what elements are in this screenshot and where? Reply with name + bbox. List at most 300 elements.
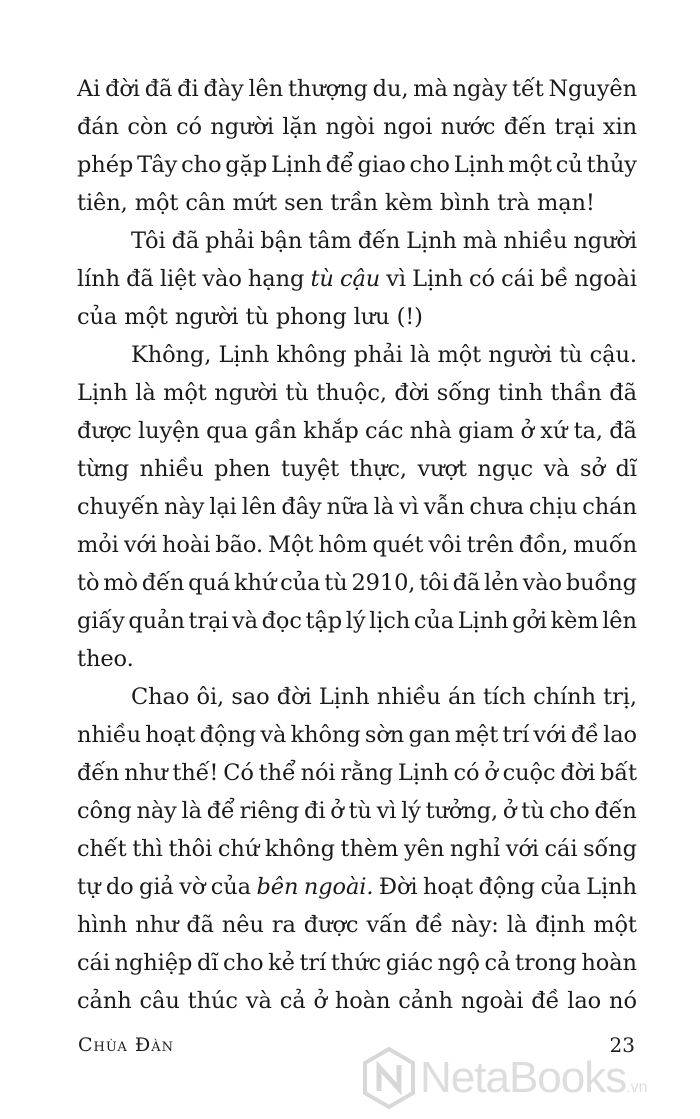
word: có (453, 760, 480, 786)
word: tù (348, 798, 372, 824)
word: do (105, 874, 134, 900)
word: chán (582, 494, 637, 520)
book-page-body (77, 70, 637, 1020)
text-line (77, 602, 637, 640)
word: người (174, 304, 239, 330)
word: tuyệt (281, 456, 340, 482)
word: thủy (586, 152, 637, 178)
word: vờ (179, 874, 206, 900)
word: ở (502, 798, 517, 824)
word: giam (458, 418, 515, 444)
word: này: (450, 912, 499, 938)
word: mò (103, 570, 138, 596)
word: bão. (215, 532, 264, 558)
word: đã (609, 418, 637, 444)
text-line (77, 678, 637, 716)
word: người (214, 380, 278, 406)
word: đồn, (518, 532, 569, 558)
word: còn (127, 114, 168, 140)
word: cái (77, 950, 110, 976)
word: trần (330, 190, 378, 216)
word: nói (300, 760, 336, 786)
word: bên (256, 874, 299, 900)
word: vì (386, 266, 407, 292)
word: củ (555, 152, 583, 178)
word: các (365, 418, 404, 444)
word: lý (345, 608, 366, 634)
word: Không, (131, 342, 212, 368)
word: thể (258, 760, 296, 786)
word: để (325, 152, 354, 178)
word: giả (139, 874, 174, 900)
word: kèm (384, 190, 433, 216)
watermark-brand: NetaBooks (420, 1052, 627, 1102)
word: người (210, 114, 274, 140)
word: bề (540, 266, 569, 292)
word: ta, (573, 418, 603, 444)
word: Lịnh (457, 608, 509, 634)
word: chịu (528, 494, 578, 520)
word: cả (279, 988, 306, 1014)
word: cân (185, 190, 226, 216)
word: của (540, 874, 581, 900)
word: nhiều (376, 684, 441, 710)
word: động (199, 722, 257, 748)
text-line (77, 792, 637, 830)
text-line (77, 184, 637, 222)
word: Tôi (131, 228, 166, 254)
word: đã (186, 912, 214, 938)
word: buồng (565, 570, 637, 596)
word: Tây (137, 152, 178, 178)
word: vấn (366, 912, 408, 938)
word: gần (254, 418, 297, 444)
text-line (77, 640, 637, 678)
word: thế! (172, 760, 219, 786)
word: hoàn (581, 950, 637, 976)
word: ngục (477, 456, 534, 482)
word: là (373, 494, 395, 520)
text-line (77, 450, 637, 488)
word: tù (521, 798, 545, 824)
watermark (362, 1040, 697, 1115)
word: phen (214, 456, 271, 482)
word: Lịnh (586, 874, 637, 900)
word: Lịnh (271, 152, 322, 178)
text-line (77, 260, 637, 298)
word: Lịnh (397, 760, 449, 786)
word: khứ (233, 570, 277, 596)
word: bất (600, 760, 637, 786)
word: hôm (318, 532, 368, 558)
word: đến (77, 760, 120, 786)
word: chính (533, 684, 596, 710)
word: mỏi (77, 532, 119, 558)
word: quá (188, 570, 231, 596)
word: đề (531, 988, 560, 1014)
word: người (488, 342, 552, 368)
word: đến (594, 798, 637, 824)
word: hạng (247, 266, 305, 292)
word: lưu (353, 304, 390, 330)
word: một (593, 912, 637, 938)
word: lên (248, 76, 284, 102)
word: và (260, 722, 287, 748)
word: phải (205, 228, 255, 254)
word: chưa (469, 494, 524, 520)
word: đày (203, 76, 244, 102)
word: nghỉ (449, 836, 501, 862)
word: ở (484, 760, 498, 786)
word: Đời (378, 874, 418, 900)
word: chết (77, 836, 127, 862)
word: kẻ (268, 950, 295, 976)
word: dĩ (196, 950, 219, 976)
word: một (134, 190, 179, 216)
word: tưởng, (425, 798, 499, 824)
word: trại (188, 608, 229, 634)
word: theo. (77, 646, 134, 672)
word: Lịnh (218, 342, 270, 368)
word: lịch (369, 608, 411, 634)
word: ở (520, 418, 534, 444)
word: riêng (239, 798, 300, 824)
word: mạn! (536, 190, 595, 216)
word: cả (484, 950, 511, 976)
word: qua (206, 418, 249, 444)
word: đời (560, 760, 596, 786)
word: đời (394, 380, 430, 406)
text-line (77, 146, 637, 184)
word: ngộ (437, 950, 480, 976)
word: đi (304, 798, 326, 824)
word: cho (409, 152, 450, 178)
word: Ai (77, 76, 101, 102)
word: trong (514, 950, 577, 976)
word: vượt (417, 456, 467, 482)
word: thần (550, 380, 602, 406)
word: lính (77, 266, 120, 292)
text-line (77, 868, 637, 906)
word: ra (271, 912, 296, 938)
word: chuyến (77, 494, 160, 520)
word: mà (462, 228, 498, 254)
word: hình (77, 912, 128, 938)
word: câu (139, 988, 180, 1014)
word: không (276, 342, 347, 368)
word: đề (570, 722, 599, 748)
word: vôi (428, 532, 462, 558)
word: động (478, 874, 535, 900)
word: tích (482, 684, 526, 710)
word: nhiều (77, 722, 142, 748)
word: lao (603, 722, 637, 748)
word: gặp (225, 152, 268, 178)
word: Có (223, 760, 254, 786)
word: lại (209, 494, 237, 520)
word: lên (241, 494, 277, 520)
word: ở (330, 798, 344, 824)
word: đời (276, 684, 312, 710)
word: yên (404, 836, 445, 862)
word: đề (415, 912, 444, 938)
word: đán (77, 114, 120, 140)
word: sống (436, 380, 491, 406)
text-line (77, 830, 637, 868)
word: có (176, 114, 202, 140)
word: sao (231, 684, 270, 710)
word: là (135, 380, 156, 406)
word: là (409, 342, 431, 368)
word: ngòi (325, 114, 375, 140)
word: giao (357, 152, 406, 178)
word: gởi (512, 608, 547, 634)
word: xứ (540, 418, 568, 444)
text-line (77, 336, 637, 374)
word: tinh (498, 380, 543, 406)
word: để (206, 798, 235, 824)
word: một (124, 304, 168, 330)
word: liệt (159, 266, 197, 292)
word: lý (401, 798, 421, 824)
word: Một (268, 532, 314, 558)
word: thúc (187, 988, 238, 1014)
word: nó (609, 988, 637, 1014)
word: tôi (419, 570, 449, 596)
word: tù (245, 304, 269, 330)
word: ôi, (196, 684, 225, 710)
word: giác (385, 950, 433, 976)
word: Lịnh (406, 228, 457, 254)
word: Lịnh (318, 684, 370, 710)
word: và (245, 988, 272, 1014)
word: lao (567, 988, 602, 1014)
word: trên (466, 532, 514, 558)
word: tự (77, 874, 101, 900)
word: khắp (303, 418, 359, 444)
word: tết (512, 76, 544, 102)
word: của (210, 874, 251, 900)
text-line (77, 298, 637, 336)
word: trí (502, 722, 530, 748)
word: mệt (454, 722, 499, 748)
word: bình (439, 190, 491, 216)
word: rằng (340, 760, 394, 786)
word: trại (554, 114, 595, 140)
word: quản (128, 608, 185, 634)
text-line (77, 374, 637, 412)
word: cảnh (398, 988, 453, 1014)
word: lặn (282, 114, 318, 140)
word: sở (580, 456, 605, 482)
word: luyện (138, 418, 200, 444)
word: đến (357, 228, 401, 254)
word: một (163, 380, 207, 406)
word: sống (583, 836, 637, 862)
word: đã (452, 570, 481, 596)
word: đời (105, 76, 140, 102)
word: vẫn (423, 494, 465, 520)
word: án (448, 684, 476, 710)
word: sờn (364, 722, 405, 748)
word: vào (522, 570, 562, 596)
word: kèm (550, 608, 599, 634)
word: là (181, 798, 202, 824)
text-line (77, 412, 637, 450)
word: có (469, 266, 495, 292)
word: giấy (77, 608, 125, 634)
word: của (280, 570, 321, 596)
word: của (413, 608, 455, 634)
word: cậu. (589, 342, 637, 368)
text-line (77, 982, 637, 1020)
word: đây (281, 494, 322, 520)
word: tiên, (77, 190, 128, 216)
text-line (77, 754, 637, 792)
word: tập (305, 608, 343, 634)
word: được (303, 912, 359, 938)
word: trị, (603, 684, 637, 710)
text-line (77, 70, 637, 108)
word: nữa (326, 494, 369, 520)
word: ở (313, 988, 327, 1014)
word: phép (77, 152, 134, 178)
word: Chao (131, 684, 190, 710)
word: với (505, 836, 539, 862)
word: với (123, 532, 157, 558)
word: phải (353, 342, 403, 368)
word: sen (284, 190, 324, 216)
word: cho (223, 950, 264, 976)
word: và (543, 456, 570, 482)
watermark-suffix: .vn (626, 1079, 648, 1096)
word: không (290, 722, 361, 748)
word: được (77, 418, 132, 444)
word: (!) (396, 304, 423, 330)
word: Lịnh (77, 380, 128, 406)
text-line (77, 906, 637, 944)
word: nhiều (503, 228, 568, 254)
word: trí (299, 950, 327, 976)
word: của (77, 304, 118, 330)
word: cho (549, 798, 590, 824)
word: Lịnh (453, 152, 505, 178)
word: tù (559, 342, 583, 368)
word: người (573, 228, 637, 254)
word: ngày (452, 76, 508, 102)
word: lên (602, 608, 637, 634)
word: thức (330, 950, 382, 976)
word: này (136, 798, 177, 824)
word: từng (77, 456, 130, 482)
word: bận (260, 228, 303, 254)
page-number: 23 (609, 1033, 635, 1057)
word: thực, (349, 456, 407, 482)
word: quét (372, 532, 424, 558)
text-line (77, 944, 637, 982)
word: định (535, 912, 586, 938)
word: thôi (168, 836, 213, 862)
word: đã (144, 76, 173, 102)
word: và (232, 608, 258, 634)
netabooks-logo-icon (362, 1047, 416, 1109)
word: mà (413, 76, 448, 102)
word: cảnh (77, 988, 132, 1014)
word: một (508, 152, 552, 178)
word: cái (501, 266, 535, 292)
word: tù (285, 380, 309, 406)
word: đến (141, 570, 185, 596)
word: Lịnh (412, 266, 463, 292)
word: xin (602, 114, 637, 140)
word: công (77, 798, 132, 824)
word: thì (132, 836, 163, 862)
text-line (77, 564, 637, 602)
word: hoạt (422, 874, 474, 900)
word: ngoài. (303, 874, 374, 900)
word: cuộc (502, 760, 556, 786)
word: là (506, 912, 528, 938)
word: đọc (261, 608, 302, 634)
word: du, (372, 76, 409, 102)
word: mứt (232, 190, 278, 216)
word: thượng (287, 76, 368, 102)
word: ngoi (383, 114, 433, 140)
running-head: Chùa Đàn (78, 1034, 174, 1056)
word: cậu (339, 266, 381, 292)
word: nước (440, 114, 496, 140)
word: nghiệp (114, 950, 193, 976)
word: hoàn (334, 988, 391, 1014)
word: 2910, (351, 570, 416, 596)
word: như (135, 912, 179, 938)
text-line (77, 716, 637, 754)
word: cho (181, 152, 222, 178)
word: đã (126, 266, 154, 292)
word: tù (310, 266, 334, 292)
word: vì (399, 494, 419, 520)
word: trà (497, 190, 530, 216)
word: nhà (409, 418, 452, 444)
word: đi (177, 76, 199, 102)
word: hoạt (145, 722, 196, 748)
word: vì (376, 798, 397, 824)
word: thuộc, (316, 380, 387, 406)
text-line (77, 108, 637, 146)
word: chứ (217, 836, 260, 862)
word: đến (503, 114, 547, 140)
word: nêu (221, 912, 264, 938)
word: vào (202, 266, 242, 292)
word: nhiều (139, 456, 204, 482)
word: đã (171, 228, 200, 254)
word: tâm (308, 228, 352, 254)
text-line (77, 488, 637, 526)
word: dĩ (615, 456, 637, 482)
word: này (163, 494, 205, 520)
word: cái (544, 836, 578, 862)
word: Nguyên (548, 76, 637, 102)
word: tò (77, 570, 100, 596)
word: gan (408, 722, 451, 748)
word: đã (609, 380, 637, 406)
word: phong (275, 304, 347, 330)
word: một (437, 342, 482, 368)
word: ngoài (574, 266, 637, 292)
word: ngoài (460, 988, 524, 1014)
word: muốn (573, 532, 637, 558)
word: như (124, 760, 168, 786)
